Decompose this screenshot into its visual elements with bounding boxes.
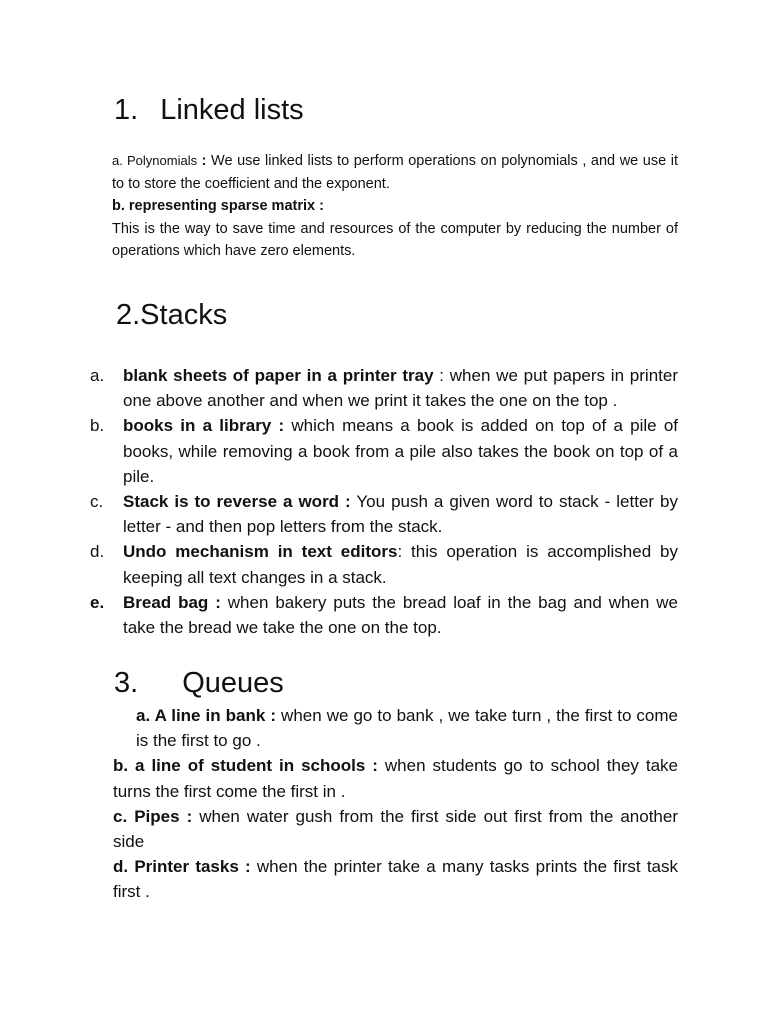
list-marker: e. (90, 592, 105, 612)
linked-lists-item-b-text: This is the way to save time and resources of the computer by reducing the number of operations which have zero elements. (112, 220, 678, 259)
item-label: Undo mechanism in text editors (123, 542, 398, 562)
stacks-list (84, 363, 678, 640)
list-marker: c. (90, 492, 104, 512)
linked-lists-item-b-label (112, 195, 678, 218)
item-label: d. Printer tasks : (113, 857, 251, 877)
item-colon: : (197, 153, 212, 169)
item-text: when water gush from the first side out first from the another side (113, 806, 679, 852)
heading-linked-lists (114, 94, 304, 127)
heading-stacks: 2.Stacks (116, 299, 228, 331)
item-text: which means a book is added on top of a pile of books, while removing a book from a pile also takes the book on top of a pile. (123, 416, 678, 486)
item-label: a. Polynomials (112, 153, 198, 168)
linked-lists-item-a (112, 150, 678, 195)
item-text: : this operation is accomplished by keeping all text changes in a stack. (123, 542, 678, 587)
item-label: books in a library : (123, 416, 285, 436)
list-marker: b. (90, 416, 105, 436)
list-item (113, 804, 678, 854)
item-label: b. a line of student in schools : (113, 756, 378, 776)
item-text: You push a given word to stack - letter by letter - and then pop letters from the stack. (123, 492, 678, 537)
list-item (113, 703, 678, 753)
heading-text: Linked lists (160, 94, 304, 126)
heading-number: 3. (114, 667, 139, 699)
item-text: when bakery puts the bread loaf in the bag and when we take the bread we take the one on the top. (123, 592, 678, 638)
item-text: when the printer take a many tasks prints the first task first . (113, 857, 679, 902)
list-item (84, 489, 678, 539)
item-label: b. representing sparse matrix : (112, 198, 324, 214)
item-text: We use linked lists to perform operations on polynomials , and we use it to to store the coefficient and the exponent. (112, 153, 678, 192)
item-text: when students go to school they take turns the first come the first in . (113, 756, 678, 801)
item-label: Bread bag : (123, 592, 221, 612)
list-item (84, 363, 678, 413)
item-label: blank sheets of paper in a printer tray (123, 366, 434, 385)
queues-list (113, 703, 678, 905)
heading-number: 1. (114, 94, 139, 126)
item-label: a. A line in bank : (136, 706, 277, 725)
heading-text: Queues (182, 667, 284, 699)
list-marker: a. (90, 366, 105, 385)
list-item (113, 753, 678, 803)
heading-queues (114, 667, 284, 700)
list-item (84, 413, 678, 489)
list-marker: d. (90, 542, 105, 562)
list-item (113, 854, 678, 904)
linked-lists-section (112, 150, 678, 263)
list-item (84, 539, 678, 589)
item-text: : when we put papers in printer one above another and when we print it takes the one on the top . (123, 366, 678, 411)
list-item (84, 590, 678, 640)
item-text: when we go to bank , we take turn , the first to come is the first to go . (136, 706, 678, 751)
item-label: c. Pipes : (113, 806, 193, 826)
item-label: Stack is to reverse a word : (123, 492, 351, 512)
